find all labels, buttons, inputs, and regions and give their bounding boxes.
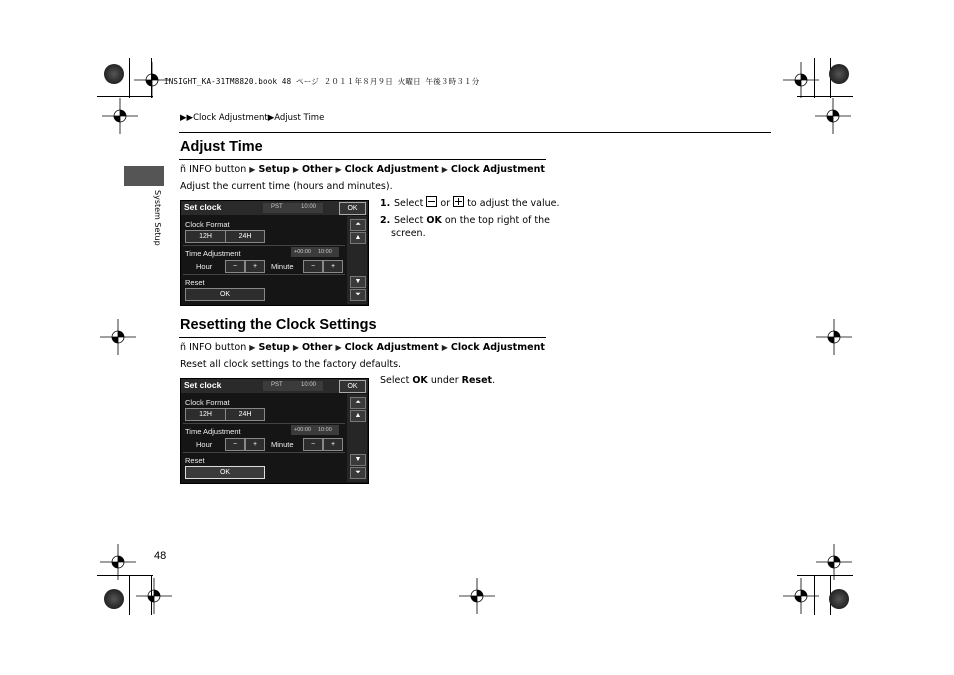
instr-text: Select (380, 375, 410, 386)
path-item: Other (301, 342, 333, 353)
tz-label: PST (271, 382, 283, 388)
ok-button[interactable]: OK (339, 380, 366, 393)
minute-label: Minute (271, 262, 294, 271)
hour-label: Hour (196, 262, 213, 271)
step-text: to adjust the value. (467, 198, 560, 209)
divider (183, 423, 345, 424)
format-24h-button[interactable]: 24H (225, 408, 265, 421)
breadcrumb-arrow: ▶ (267, 113, 275, 123)
steps-list (380, 196, 560, 240)
minus-key-icon (426, 196, 437, 207)
offset-label: +00:00 (294, 426, 311, 433)
reset-label: Reset (185, 456, 205, 465)
step-number: 1. (380, 198, 391, 209)
offset-display (291, 247, 339, 257)
hour-minus-button[interactable]: − (225, 438, 245, 451)
reset-ok-button[interactable]: OK (185, 288, 265, 301)
path-item: Setup (258, 164, 290, 175)
hour-plus-button[interactable]: + (245, 260, 265, 273)
time-adjustment-label: Time Adjustment (185, 427, 241, 436)
clock-format-label: Clock Format (185, 220, 230, 229)
offset-display (291, 425, 339, 435)
format-12h-button[interactable]: 12H (185, 230, 226, 243)
section-title: Resetting the Clock Settings (180, 317, 377, 333)
instr-text: . (492, 375, 496, 386)
section-rule (179, 159, 546, 160)
format-12h-button[interactable]: 12H (185, 408, 226, 421)
section-description: Reset all clock settings to the factory defaults. (180, 359, 402, 370)
hour-minus-button[interactable]: − (225, 260, 245, 273)
gray-target-icon (829, 589, 849, 609)
scroll-up-icon[interactable]: ▲ (350, 410, 366, 422)
scroll-top-icon[interactable]: ⏶ (350, 219, 366, 231)
plus-key-icon (453, 196, 464, 207)
step-ok-label: OK (426, 215, 442, 226)
breadcrumb-part: Adjust Time (274, 113, 325, 123)
minute-minus-button[interactable]: − (303, 260, 323, 273)
minute-minus-button[interactable]: − (303, 438, 323, 451)
info-button-icon: ñ (180, 342, 187, 353)
scroll-bottom-icon[interactable]: ⏷ (350, 289, 366, 301)
breadcrumb-part: Clock Adjustment (193, 113, 268, 123)
scroll-top-icon[interactable]: ⏶ (350, 397, 366, 409)
divider (183, 452, 345, 453)
time-adjustment-label: Time Adjustment (185, 249, 241, 258)
path-start: INFO button (189, 164, 247, 175)
page-number: 48 (154, 550, 167, 562)
menu-path: ñ INFO button ▶ Setup ▶ Other ▶ Clock Adjustment ▶ Clock Adjustment (180, 164, 545, 175)
reset-instruction (380, 375, 495, 386)
divider (183, 245, 345, 246)
reset-ok-button[interactable]: OK (185, 466, 265, 479)
path-item: Setup (258, 342, 290, 353)
instr-text: under (430, 375, 459, 386)
divider (183, 274, 345, 275)
screen-title: Set clock (184, 202, 222, 212)
step-text: Select (394, 215, 424, 226)
minute-label: Minute (271, 440, 294, 449)
gray-target-icon (104, 589, 124, 609)
hour-plus-button[interactable]: + (245, 438, 265, 451)
offset-label: +00:00 (294, 248, 311, 255)
reset-label: Reset (185, 278, 205, 287)
step-number: 2. (380, 215, 391, 226)
step-text: Select (394, 198, 424, 209)
breadcrumb-arrows: ▶▶ (180, 113, 194, 123)
step-text: or (440, 198, 451, 209)
minute-plus-button[interactable]: + (323, 260, 343, 273)
path-item: Clock Adjustment (450, 342, 545, 353)
ok-button[interactable]: OK (339, 202, 366, 215)
path-item: Clock Adjustment (344, 164, 439, 175)
time-zone-display (263, 381, 323, 391)
path-item: Clock Adjustment (450, 164, 545, 175)
set-clock-screen (180, 200, 369, 306)
book-info-line: INSIGHT_KA-31TM8820.book 48 ページ ２０１１年８月９日 火曜日 午後３時３１分 (164, 77, 480, 86)
side-tab-label: System Setup (153, 190, 162, 246)
header-rule (179, 132, 771, 133)
path-item: Other (301, 164, 333, 175)
scroll-bottom-icon[interactable]: ⏷ (350, 467, 366, 479)
menu-path: ñ INFO button ▶ Setup ▶ Other ▶ Clock Adjustment ▶ Clock Adjustment (180, 342, 545, 353)
offset-time-label: 10:00 (318, 248, 332, 255)
time-label: 10:00 (301, 204, 317, 210)
path-start: INFO button (189, 342, 247, 353)
scroll-up-icon[interactable]: ▲ (350, 232, 366, 244)
time-label: 10:00 (301, 382, 317, 388)
screen-title: Set clock (184, 380, 222, 390)
clock-format-label: Clock Format (185, 398, 230, 407)
side-tab-marker (124, 166, 164, 186)
breadcrumb (180, 113, 324, 123)
scroll-down-icon[interactable]: ▼ (350, 454, 366, 466)
gray-target-icon (104, 64, 124, 84)
instr-ok: OK (412, 375, 428, 386)
step-text: on the top right of the (444, 215, 551, 226)
scroll-down-icon[interactable]: ▼ (350, 276, 366, 288)
instr-reset: Reset (461, 375, 493, 386)
set-clock-screen-reset (180, 378, 369, 484)
section-title: Adjust Time (180, 139, 263, 155)
gray-target-icon (829, 64, 849, 84)
offset-time-label: 10:00 (318, 426, 332, 433)
step-text: screen. (391, 228, 426, 239)
time-zone-display (263, 203, 323, 213)
hour-label: Hour (196, 440, 213, 449)
minute-plus-button[interactable]: + (323, 438, 343, 451)
section-description: Adjust the current time (hours and minutes). (180, 181, 393, 192)
format-24h-button[interactable]: 24H (225, 230, 265, 243)
info-button-icon: ñ (180, 164, 187, 175)
tz-label: PST (271, 204, 283, 210)
path-item: Clock Adjustment (344, 342, 439, 353)
section-rule (179, 337, 546, 338)
